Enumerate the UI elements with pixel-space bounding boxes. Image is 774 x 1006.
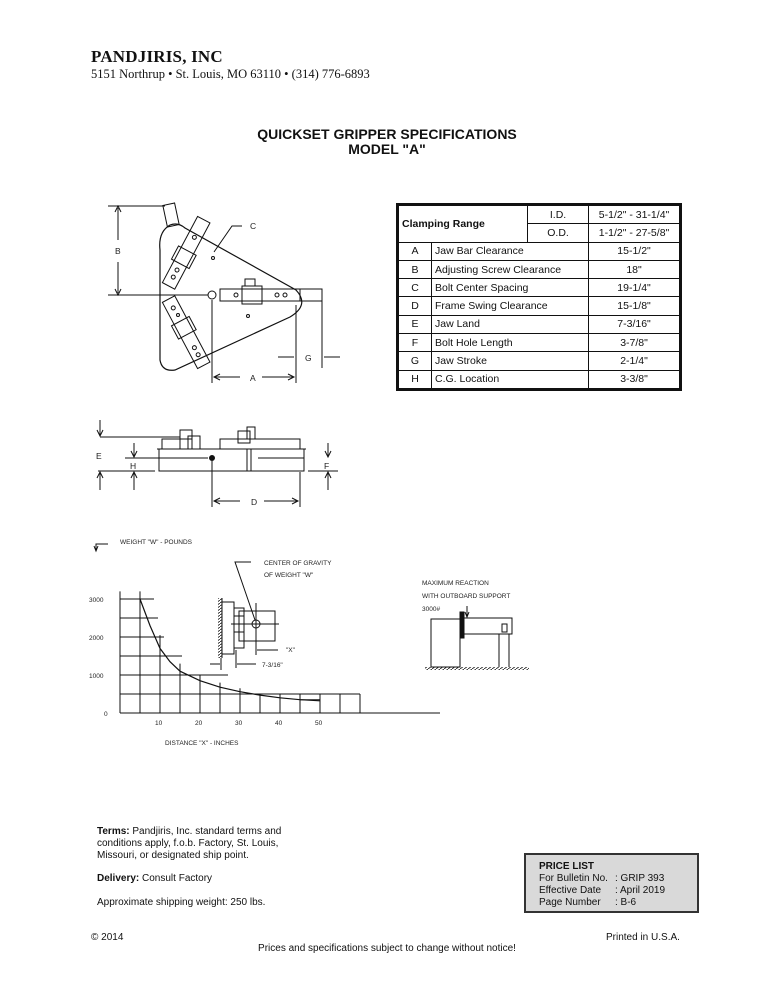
dim-label-g: G	[305, 353, 312, 363]
row-key: B	[398, 260, 432, 278]
od-label: O.D.	[528, 224, 589, 242]
delivery-body: Consult Factory	[139, 873, 213, 884]
price-notice: Prices and specifications subject to change without notice!	[258, 943, 516, 954]
cg-diagram	[210, 560, 332, 670]
shipping-weight: Approximate shipping weight: 250 lbs.	[97, 897, 266, 908]
chart-ylabel: WEIGHT "W" - POUNDS	[120, 539, 193, 546]
dim-label-a: A	[250, 373, 256, 383]
id-label: I.D.	[528, 205, 589, 224]
price-list-row	[539, 873, 697, 885]
reaction-line1: MAXIMUM REACTION	[422, 580, 489, 587]
terms-label: Terms:	[97, 826, 130, 837]
printed-in: Printed in U.S.A.	[606, 932, 680, 943]
company-address: 5151 Northrup • St. Louis, MO 63110 • (314) 776-6893	[91, 67, 370, 81]
company-name: PANDJIRIS, INC	[91, 47, 223, 66]
chart-y-tick-label: 0	[104, 711, 108, 718]
price-list-box	[524, 853, 699, 913]
row-label: Jaw Bar Clearance	[432, 242, 589, 260]
chart-grid	[120, 591, 440, 713]
row-key: F	[398, 334, 432, 352]
chart-xlabel: DISTANCE "X" - INCHES	[165, 740, 239, 747]
chart-x-tick-label: 10	[155, 720, 163, 727]
chart-y-tick-label: 3000	[89, 597, 104, 604]
od-value: 1-1/2" - 27-5/8"	[589, 224, 681, 242]
price-list-heading: PRICE LIST	[539, 861, 595, 872]
chart-y-tick-label: 1000	[89, 673, 104, 680]
price-list-label: For Bulletin No.	[539, 873, 608, 884]
reaction-line2: WITH OUTBOARD SUPPORT	[422, 593, 511, 600]
row-value: 19-1/4"	[589, 279, 681, 297]
jaw-right-extension	[300, 289, 322, 301]
title-line-2: MODEL "A"	[348, 141, 426, 157]
copyright: © 2014	[91, 932, 124, 943]
price-list-value: : April 2019	[615, 885, 666, 896]
delivery-text	[97, 873, 212, 884]
row-value: 15-1/8"	[589, 297, 681, 315]
chart-ticks	[89, 597, 323, 727]
row-value: 15-1/2"	[589, 242, 681, 260]
price-list-label: Effective Date	[539, 885, 602, 896]
chart-y-tick-label: 2000	[89, 635, 104, 642]
price-list-row	[539, 897, 697, 909]
row-key: G	[398, 352, 432, 370]
row-key: E	[398, 315, 432, 333]
row-label: Bolt Hole Length	[432, 334, 589, 352]
row-key: D	[398, 297, 432, 315]
dim-label-f: F	[324, 461, 330, 471]
terms-text	[97, 826, 317, 862]
delivery-label: Delivery:	[97, 873, 140, 884]
price-list-row	[539, 885, 697, 897]
jaw-lower	[160, 294, 213, 370]
terms-body: Pandjiris, Inc. standard terms and conditions apply, f.o.b. Factory, St. Louis, Missouri, or designated ship point.	[97, 826, 282, 861]
clamping-range-label: Clamping Range	[398, 205, 528, 243]
row-key: H	[398, 370, 432, 389]
cg-offset-label: 7-3/16"	[262, 662, 283, 669]
side-view-drawing	[96, 420, 338, 507]
jaw-top-tab	[163, 203, 179, 227]
jaw-right	[220, 289, 300, 301]
row-label: Frame Swing Clearance	[432, 297, 589, 315]
dim-label-b: B	[115, 246, 121, 256]
row-value: 7-3/16"	[589, 315, 681, 333]
price-list-value: : B-6	[615, 897, 637, 908]
title-line-1: QUICKSET GRIPPER SPECIFICATIONS	[257, 126, 517, 142]
dim-label-e: E	[96, 451, 102, 461]
top-view-drawing	[108, 203, 340, 383]
dim-label-c: C	[250, 221, 257, 231]
row-value: 3-7/8"	[589, 334, 681, 352]
row-label: Jaw Land	[432, 315, 589, 333]
row-label: Bolt Center Spacing	[432, 279, 589, 297]
chart-x-tick-label: 50	[315, 720, 323, 727]
row-key: A	[398, 242, 432, 260]
cg-x-label: "X"	[286, 647, 295, 654]
row-label: C.G. Location	[432, 370, 589, 389]
chart-x-tick-label: 40	[275, 720, 283, 727]
gripper-frame	[160, 224, 302, 370]
dim-label-h: H	[130, 461, 137, 471]
cg-title-line1: CENTER OF GRAVITY	[264, 560, 332, 567]
reaction-line3: 3000#	[422, 606, 441, 613]
weight-distance-chart	[89, 539, 440, 747]
dim-label-d: D	[251, 497, 258, 507]
row-label: Jaw Stroke	[432, 352, 589, 370]
cg-title-line2: OF WEIGHT "W"	[264, 572, 314, 579]
price-list-value: : GRIP 393	[615, 873, 665, 884]
row-value: 3-3/8"	[589, 370, 681, 389]
chart-x-tick-label: 30	[235, 720, 243, 727]
row-key: C	[398, 279, 432, 297]
row-value: 18"	[589, 260, 681, 278]
row-value: 2-1/4"	[589, 352, 681, 370]
chart-x-tick-label: 20	[195, 720, 203, 727]
price-list-label: Page Number	[539, 897, 601, 908]
reaction-diagram	[422, 580, 529, 670]
id-value: 5-1/2" - 31-1/4"	[589, 205, 681, 224]
row-label: Adjusting Screw Clearance	[432, 260, 589, 278]
